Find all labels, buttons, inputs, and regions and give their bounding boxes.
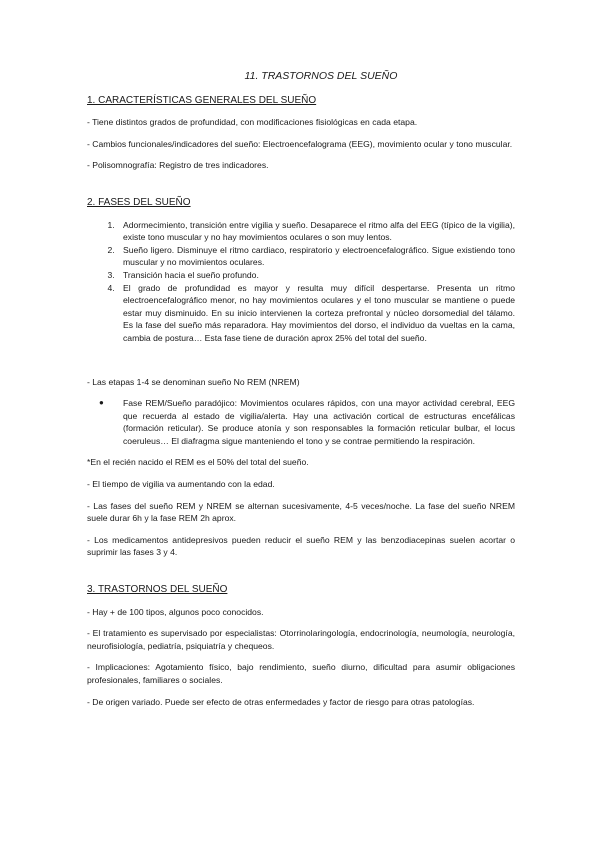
section1-heading: 1. CARACTERÍSTICAS GENERALES DEL SUEÑO — [87, 94, 317, 106]
section2-note: - Los medicamentos antidepresivos pueden reducir el sueño REM y las benzodiacepinas suelen acortar o suprimir las fases 3 y 4. — [87, 534, 515, 558]
section2-heading: 2. FASES DEL SUEÑO — [87, 196, 191, 208]
section2-note: *En el recién nacido el REM es el 50% del total del sueño. — [87, 457, 309, 468]
nrem-note: - Las etapas 1-4 se denominan sueño No REM (NREM) — [87, 376, 300, 387]
section1-paragraph: - Cambios funcionales/indicadores del sueño: Electroencefalograma (EEG), movimiento ocular y tono muscular. — [87, 138, 513, 149]
document-page — [87, 70, 515, 717]
section3-paragraph: - De origen variado. Puede ser efecto de otras enfermedades y factor de riesgo para otras patologías. — [87, 696, 475, 707]
phase-item: 4. El grado de profundidad es mayor y resulta muy difícil despertarse. Presenta un ritmo electroencefalográfico menor, no hay movimientos oculares y el tono muscular se mantiene o puede estar muy disminuido. En su inicio intervienen la corteza prefrontal y núcleo dorsomedial del tálamo. Es la fase del sueño más reparadora. Hay movimientos del dorso, el individuo da vueltas en la cama, cambia de postura… Esta fase tiene de duración aprox 25% del total del sueño. — [117, 282, 515, 345]
section1-paragraph: - Polisomnografía: Registro de tres indicadores. — [87, 160, 269, 171]
section1-paragraph: - Tiene distintos grados de profundidad, con modificaciones fisiológicas en cada etapa. — [87, 117, 418, 128]
bullet-icon: ● — [99, 398, 104, 408]
rem-list — [87, 397, 515, 447]
section3-paragraph: - El tratamiento es supervisado por especialistas: Otorrinolaringología, endocrinología, neumología, neurología, neurofisiología, pediatría, psiquiatría y chequeos. — [87, 628, 515, 651]
rem-bullet-text: Fase REM/Sueño paradójico: Movimientos oculares rápidos, con una mayor actividad cerebral, EEG que recuerda al estado de vigilia/alerta. Hay una activación cortical de estructuras encefálicas (formación reticular). Se produce atonía y son responsables la formación reticular bulbar, el locus coeruleus… El diafragma sigue manteniendo el tono y se contrae permitiendo la respiración. — [123, 398, 515, 446]
section3-paragraph: - Implicaciones: Agotamiento físico, bajo rendimiento, sueño diurno, dificultad para asumir obligaciones profesionales, familiares o sociales. — [87, 662, 515, 685]
section2-note: - El tiempo de vigilia va aumentando con la edad. — [87, 479, 275, 490]
page-title: 11. TRASTORNOS DEL SUEÑO — [244, 70, 398, 82]
section3-paragraph: - Hay + de 100 tipos, algunos poco conocidos. — [87, 606, 264, 617]
section3-heading: 3. TRASTORNOS DEL SUEÑO — [87, 584, 228, 596]
phase-item: 2. Sueño ligero. Disminuye el ritmo cardiaco, respiratorio y electroencefalográfico. Sigue existiendo tono muscular y no movimientos oculares. — [117, 244, 515, 269]
section2-note: - Las fases del sueño REM y NREM se alternan sucesivamente, 4-5 veces/noche. La fase del sueño NREM suele durar 6h y la fase REM 2h aprox. — [87, 500, 515, 524]
phases-list — [87, 219, 515, 345]
phase-item: 3. Transición hacia el sueño profundo. — [117, 269, 515, 282]
rem-bullet-item — [99, 397, 515, 447]
phase-item: 1. Adormecimiento, transición entre vigilia y sueño. Desaparece el ritmo alfa del EEG (típico de la vigilia), existe tono muscular y no hay movimientos oculares o son muy lentos. — [117, 219, 515, 244]
